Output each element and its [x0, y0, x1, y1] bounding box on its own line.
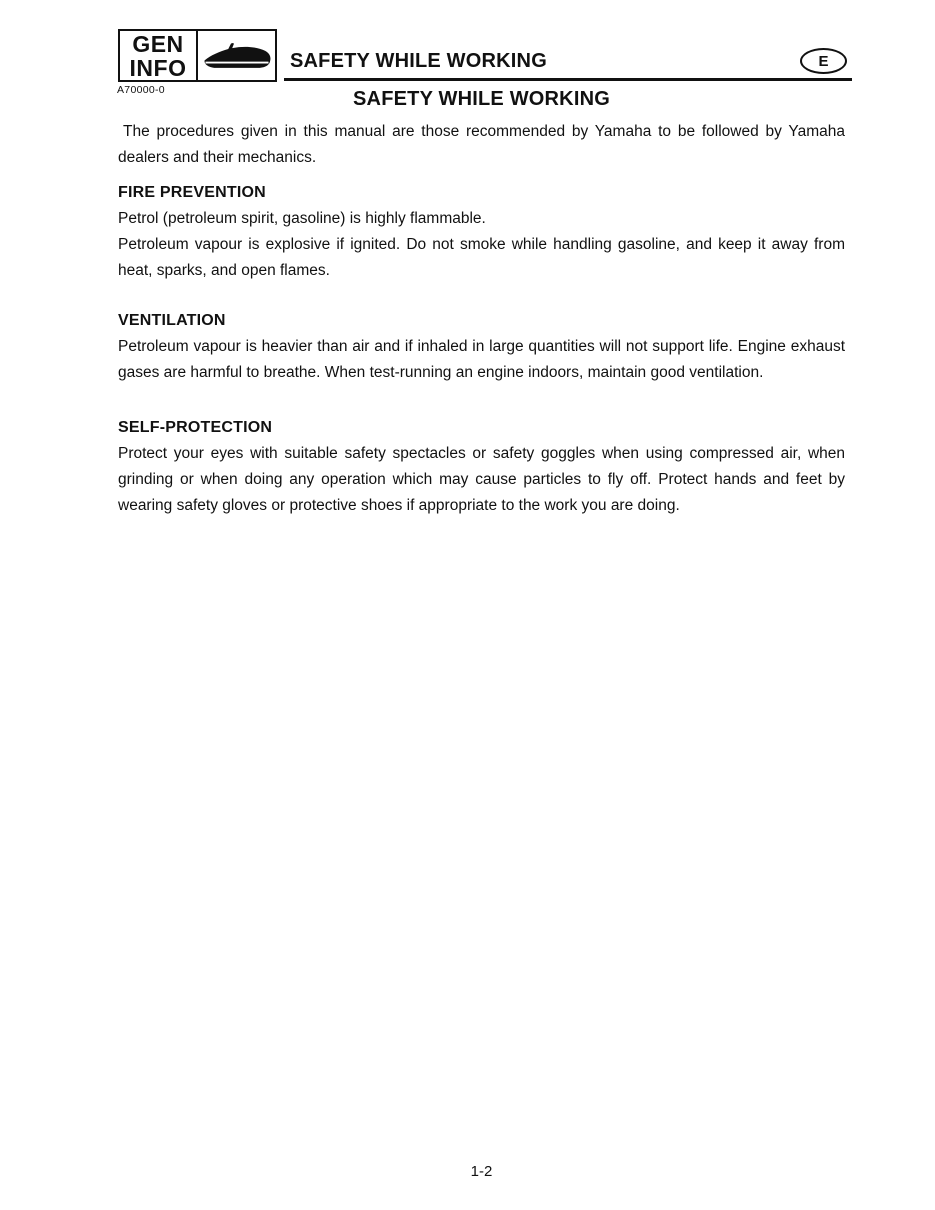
section-self-protection [118, 419, 845, 519]
chapter-tab [118, 29, 277, 82]
main-content [118, 88, 845, 519]
page-title: SAFETY WHILE WORKING [353, 88, 610, 110]
chapter-tab-line1: GEN [132, 30, 184, 57]
section-ventilation [118, 312, 845, 386]
section-paragraph: Petrol (petroleum spirit, gasoline) is highly flammable. [118, 210, 486, 227]
watercraft-icon [198, 31, 275, 80]
chapter-code: A70000-0 [117, 84, 165, 96]
section-paragraph: Petroleum vapour is explosive if ignited. Do not smoke while handling gasoline, and keep it away from heat, sparks, and open flames. [118, 236, 845, 279]
header-rule [284, 78, 852, 81]
section-heading-self-protection: SELF-PROTECTION [118, 419, 273, 436]
chapter-tab-label [120, 31, 198, 80]
section-paragraph: Petroleum vapour is heavier than air and if inhaled in large quantities will not support life. Engine exhaust gases are harmful to breathe. When test-running an engine indoors, maintain good ventilation. [118, 338, 845, 381]
section-fire-prevention [118, 184, 845, 284]
language-badge [800, 48, 847, 74]
page-number: 1-2 [470, 1163, 493, 1180]
language-badge-letter: E [818, 52, 829, 70]
section-heading-ventilation: VENTILATION [118, 312, 226, 329]
running-header-title: SAFETY WHILE WORKING [290, 50, 547, 72]
section-paragraph: Protect your eyes with suitable safety spectacles or safety goggles when using compressed air, when grinding or when doing any operation which may cause particles to fly off. Protect hands and feet by wearing safety gloves or protective shoes if appropriate to the work you are doing. [118, 445, 845, 514]
section-heading-fire-prevention: FIRE PREVENTION [118, 184, 266, 201]
chapter-tab-line2: INFO [129, 54, 187, 81]
intro-paragraph: The procedures given in this manual are those recommended by Yamaha to be followed by Yamaha dealers and their mechanics. [118, 123, 845, 166]
